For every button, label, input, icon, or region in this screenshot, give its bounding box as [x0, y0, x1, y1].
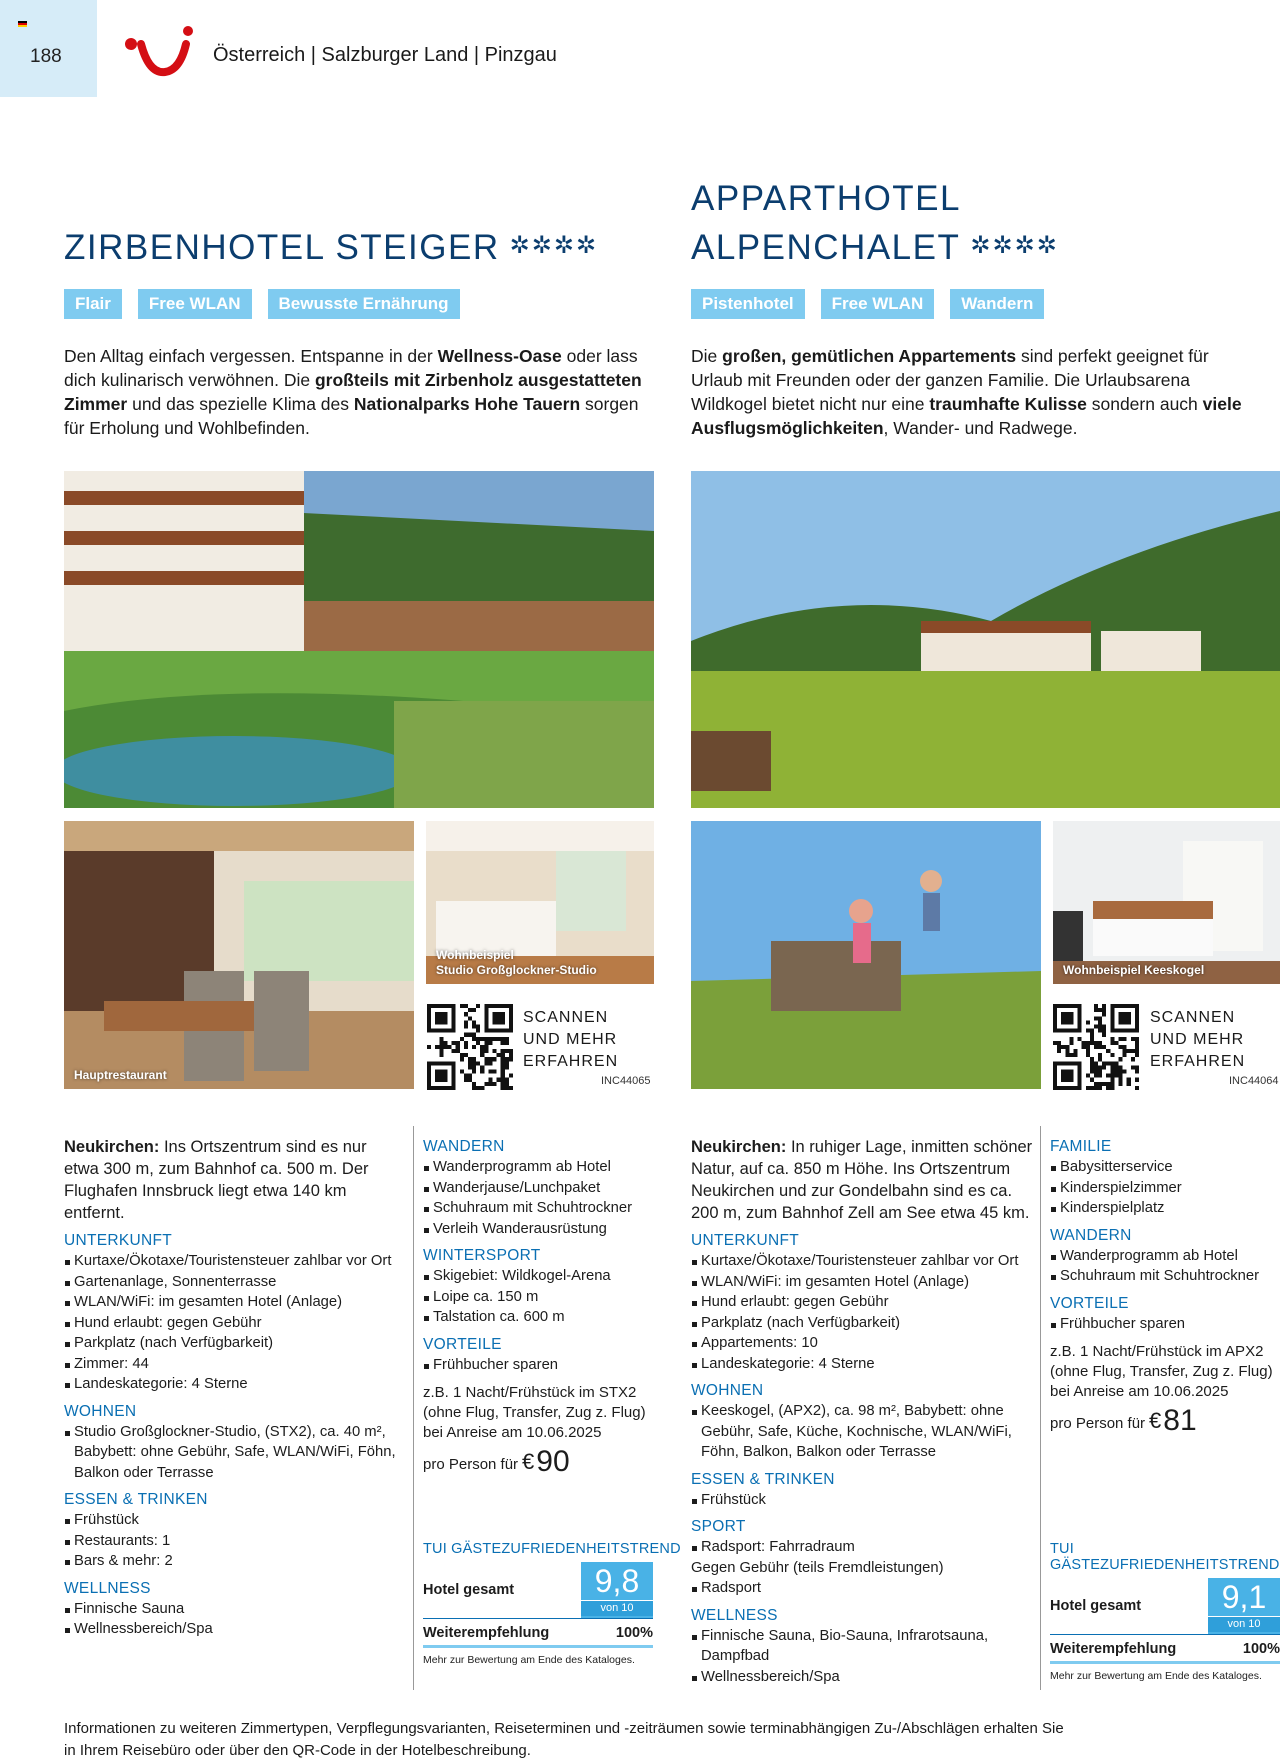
tag: Wandern	[950, 289, 1044, 319]
hotel2-rating: TUI GÄSTEZUFRIEDENHEITSTREND Hotel gesamt 9,1 von 10 Weiterempfehlung 100% Mehr zur Bewertung am Ende des Kataloges.	[1050, 1541, 1280, 1682]
tag: Free WLAN	[821, 289, 935, 319]
section-title: WELLNESS	[691, 1606, 778, 1624]
hotel2-main-photo	[691, 471, 1280, 808]
location-label: Neukirchen:	[64, 1138, 160, 1156]
hotel-code: INC44064	[1229, 1075, 1279, 1087]
section-title: SPORT	[691, 1518, 746, 1535]
section-title: VORTEILE	[1050, 1294, 1129, 1312]
tag: Flair	[64, 289, 122, 319]
section-title: WELLNESS	[64, 1579, 151, 1597]
hotel1-main-photo	[64, 471, 654, 808]
section-title: VORTEILE	[423, 1335, 502, 1353]
location-label: Neukirchen:	[691, 1138, 787, 1156]
trend-title: TUI GÄSTEZUFRIEDENHEITSTREND	[1050, 1541, 1280, 1573]
breadcrumb: Österreich | Salzburger Land | Pinzgau	[213, 44, 557, 66]
hotel1-room-photo	[426, 821, 654, 984]
star-rating-icon: ✲✲✲✲	[509, 232, 599, 259]
qr-code-icon[interactable]	[427, 1004, 513, 1090]
photo-caption: Hauptrestaurant	[74, 1068, 167, 1082]
tag: Free WLAN	[138, 289, 252, 319]
hotel1-title: ZIRBENHOTEL STEIGER ✲✲✲✲	[64, 228, 599, 267]
section-title: WOHNEN	[64, 1402, 137, 1420]
column-divider	[1040, 1126, 1041, 1690]
tag: Bewusste Ernährung	[268, 289, 460, 319]
photo-caption: Wohnbeispiel Keeskogel	[1063, 963, 1205, 977]
score-badge: 9,1 von 10	[1208, 1578, 1280, 1634]
german-flag-icon	[18, 21, 27, 27]
offer-text: z.B. 1 Nacht/Frühstück im STX2 (ohne Flug, Transfer, Zug z. Flug) bei Anreise am 10.06.2025	[423, 1384, 646, 1441]
section-title: UNTERKUNFT	[64, 1232, 173, 1249]
score-badge: 9,8 von 10	[581, 1562, 653, 1618]
hotel2-details-left: Neukirchen: In ruhiger Lage, inmitten schöner Natur, auf ca. 850 m Höhe. Ins Ortszentrum Neukirchen und zur Gondelbahn sind es ca. 200 m, zum Bahnhof Zell am See etwa 45 km. UNTERKUNFT Kurtaxe/Ökotaxe/Touristensteuer zahlbar vor Ort WLAN/WiFi: im gesamten Hotel (Anlage) Hund erlaubt: gegen Gebühr Parkplatz (nach Verfügbarkeit) Appartements: 10 Landeskategorie: 4 Sterne WOHNEN Keeskogel, (APX2), ca. 98 m², Babybett: ohne Gebühr, Safe, Küche, Kochnische, WLAN/WiFi, Föhn, Balkon, Balkon oder Terrasse ESSEN & TRINKEN Frühstück SPORT Radsport: Fahrradraum Gegen Gebühr (teils Fremdleistungen) Radsport WELLNESS Finnische Sauna, Bio-Sauna, Infrarotsauna, Dampfbad Wellnessbereich/Spa	[691, 1136, 1036, 1687]
section-title: WANDERN	[1050, 1226, 1132, 1244]
hotel1-intro: Den Alltag einfach vergessen. Entspanne in der Wellness-Oase oder lass dich kulinarisch verwöhnen. Die großteils mit Zirbenholz ausgestatteten Zimmer und das spezielle Klima des Nationalparks Hohe Tauern sorgen für Erholung und Wohlbefinden.	[64, 346, 642, 438]
section-title: UNTERKUNFT	[691, 1232, 800, 1249]
price: pro Person für €81	[1050, 1404, 1197, 1437]
hotel1-restaurant-photo	[64, 821, 414, 1089]
tag: Pistenhotel	[691, 289, 805, 319]
section-title: WOHNEN	[691, 1382, 764, 1399]
hotel2-details-right: FAMILIE Babysitterservice Kinderspielzimmer Kinderspielplatz WANDERN Wanderprogramm ab Hotel Schuhraum mit Schuhtrockner VORTEILE Frühbucher sparen z.B. 1 Nacht/Frühstück im APX2 (ohne Flug, Transfer, Zug z. Flug) bei Anreise am 10.06.2025 pro Person für €81	[1050, 1136, 1275, 1434]
qr-code-icon[interactable]	[1053, 1004, 1139, 1090]
hotel-code: INC44065	[601, 1075, 651, 1087]
tui-logo-icon	[124, 22, 196, 80]
star-rating-icon: ✲✲✲✲	[970, 232, 1059, 259]
hotel1-rating: TUI GÄSTEZUFRIEDENHEITSTREND Hotel gesamt 9,8 von 10 Weiterempfehlung 100% Mehr zur Bewertung am Ende des Kataloges.	[423, 1541, 681, 1666]
hotel2-room-photo	[1053, 821, 1280, 984]
section-title: ESSEN & TRINKEN	[691, 1470, 835, 1488]
scan-cta: SCANNEN UND MEHR ERFAHREN	[523, 1009, 619, 1070]
footer-note: Informationen zu weiteren Zimmertypen, Verpflegungsvarianten, Reiseterminen und -zeiträumen sowie terminabhängigen Zu-/Abschlägen erhalten Sie in Ihrem Reisebüro oder über den QR-Code in der Hotelbeschreibung.	[64, 1720, 1064, 1759]
hotel1-details-left: Neukirchen: Ins Ortszentrum sind es nur etwa 300 m, zum Bahnhof ca. 500 m. Der Flughafen Innsbruck liegt etwa 140 km entfernt. UNTERKUNFT Kurtaxe/Ökotaxe/Touristensteuer zahlbar vor Ort Gartenanlage, Sonnenterrasse WLAN/WiFi: im gesamten Hotel (Anlage) Hund erlaubt: gegen Gebühr Parkplatz (nach Verfügbarkeit) Zimmer: 44 Landeskategorie: 4 Sterne WOHNEN Studio Großglockner-Studio, (STX2), ca. 40 m², Babybett: ohne Gebühr, Safe, WLAN/WiFi, Föhn, Balkon oder Terrasse ESSEN & TRINKEN Frühstück Restaurants: 1 Bars & mehr: 2 WELLNESS Finnische Sauna Wellnessbereich/Spa	[64, 1136, 404, 1640]
scan-cta: SCANNEN UND MEHR ERFAHREN	[1150, 1009, 1246, 1070]
hotel1-details-right: WANDERN Wanderprogramm ab Hotel Wanderjause/Lunchpaket Schuhraum mit Schuhtrockner Verleih Wanderausrüstung WINTERSPORT Skigebiet: Wildkogel-Arena Loipe ca. 150 m Talstation ca. 600 m VORTEILE Frühbucher sparen z.B. 1 Nacht/Frühstück im STX2 (ohne Flug, Transfer, Zug z. Flug) bei Anreise am 10.06.2025 pro Person für €90	[423, 1136, 658, 1475]
section-title: WANDERN	[423, 1138, 505, 1155]
section-title: ESSEN & TRINKEN	[64, 1491, 208, 1508]
page-number: 188	[30, 46, 62, 67]
hotel2-title: APPARTHOTEL ALPENCHALET ✲✲✲✲	[691, 179, 1059, 267]
price: pro Person für €90	[423, 1445, 570, 1478]
hotel2-family-photo	[691, 821, 1041, 1089]
trend-title: TUI GÄSTEZUFRIEDENHEITSTREND	[423, 1541, 681, 1557]
hotel2-intro: Die großen, gemütlichen Appartements sind perfekt geeignet für Urlaub mit Freunden oder der ganzen Familie. Die Urlaubsarena Wildkogel bietet nicht nur eine traumhafte Kulisse sondern auch viele Ausflugsmöglichkeiten, Wander- und Radwege.	[691, 346, 1242, 438]
hotel2-tags	[691, 289, 1044, 319]
photo-caption: Wohnbeispiel Studio Großglockner-Studio	[436, 948, 597, 977]
section-title: FAMILIE	[1050, 1138, 1112, 1155]
hotel1-tags	[64, 289, 460, 319]
offer-text: z.B. 1 Nacht/Frühstück im APX2 (ohne Flug, Transfer, Zug z. Flug) bei Anreise am 10.06.2025	[1050, 1343, 1273, 1400]
section-title: WINTERSPORT	[423, 1247, 541, 1264]
column-divider	[413, 1126, 414, 1690]
